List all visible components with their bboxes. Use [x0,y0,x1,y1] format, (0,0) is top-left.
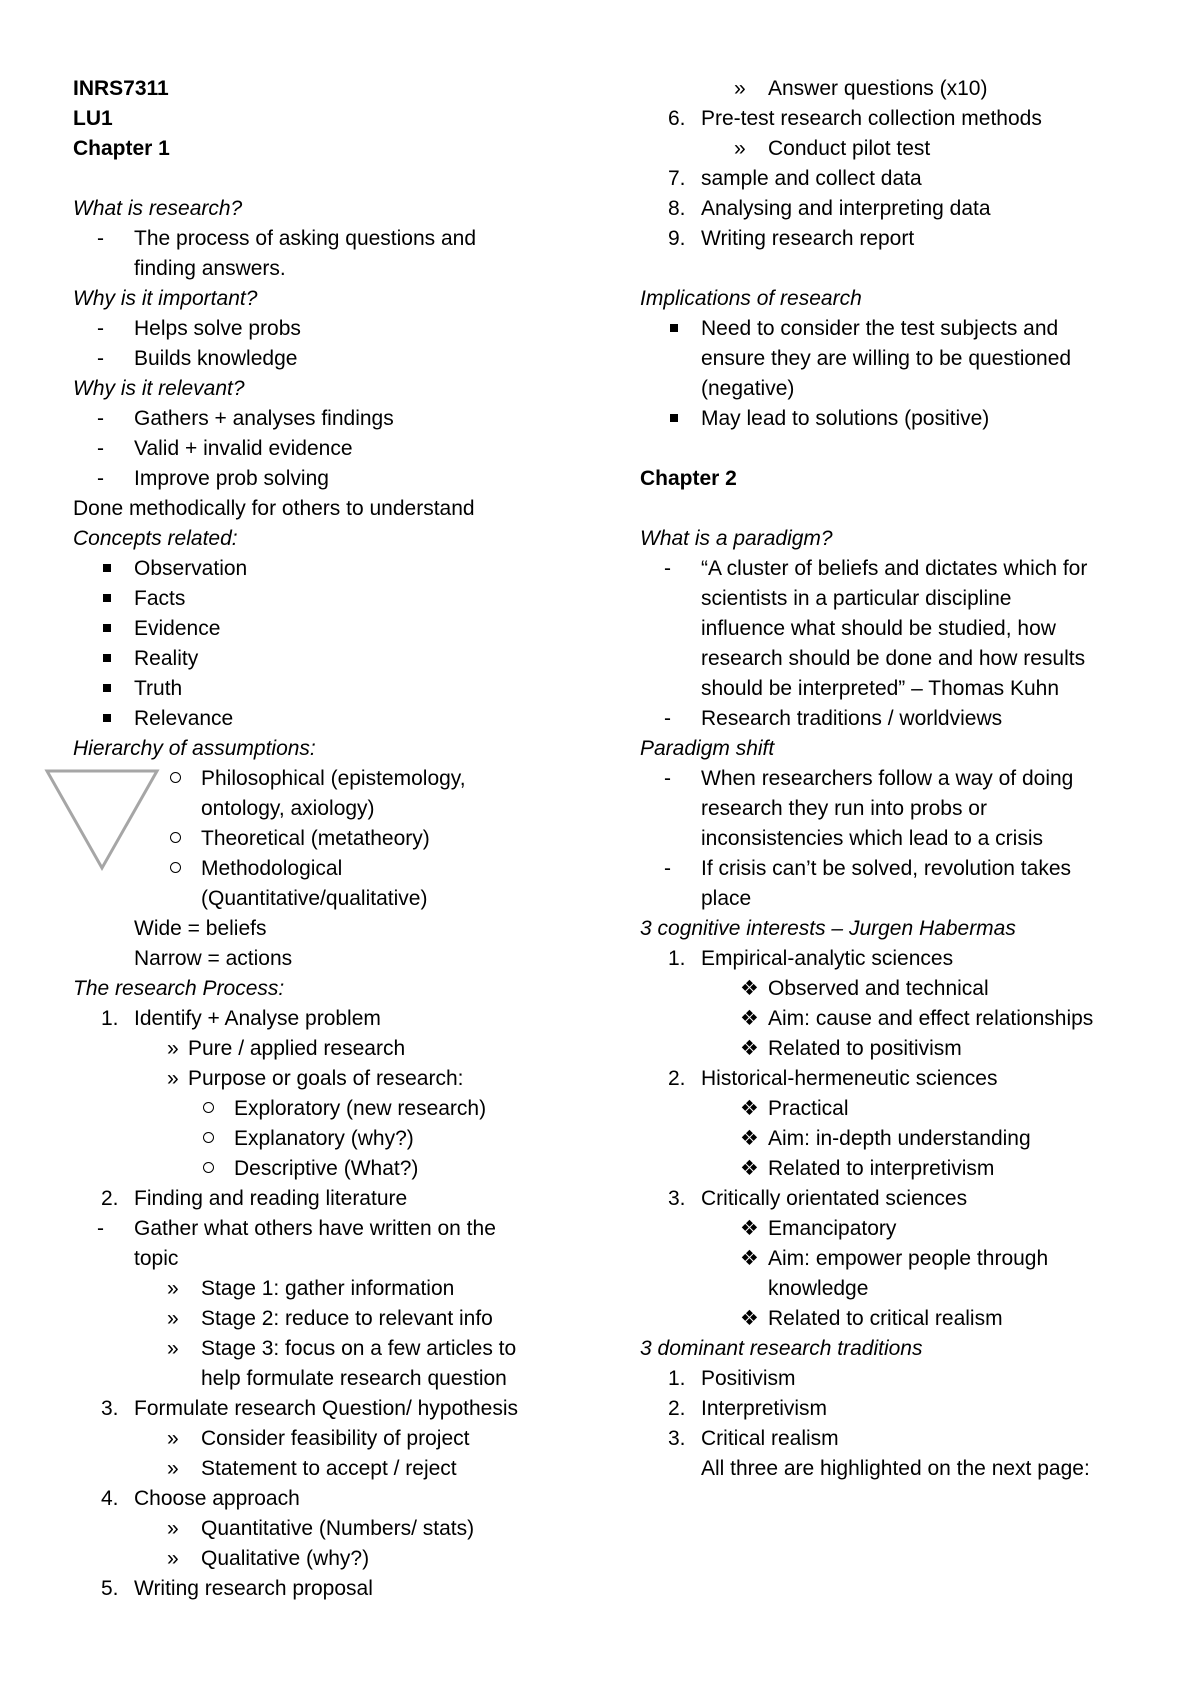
line-text: Chapter 2 [640,467,737,490]
text-line [73,1574,593,1604]
text-line [640,1304,1160,1334]
list-number: 9. [668,227,686,250]
line-text: Chapter 1 [73,137,170,160]
text-line [640,884,1160,914]
chevron-bullet-icon: » [167,1427,179,1450]
line-text: All three are highlighted on the next page: [701,1457,1090,1480]
learning-unit: LU1 [73,107,113,130]
line-text: knowledge [768,1277,869,1300]
text-line [73,884,593,914]
line-text: 3 cognitive interests – Jurgen Habermas [640,917,1016,940]
section-question [73,524,593,554]
line-text: 3 dominant research traditions [640,1337,923,1360]
dash-bullet: - [664,767,671,790]
section-question [73,734,593,764]
circle-bullet-icon [170,824,181,854]
text-line [640,374,1160,404]
line-text: Pure / applied research [188,1037,406,1060]
dash-bullet: - [664,707,671,730]
diamond-bullet-icon: ❖ [740,1247,759,1270]
section-question [640,284,1160,314]
text-line [73,704,593,734]
chevron-bullet-icon: » [167,1457,179,1480]
circle-bullet-icon [203,1094,214,1124]
line-text: Conduct pilot test [768,137,931,160]
text-line [640,1154,1160,1184]
chevron-bullet-icon: » [167,1337,179,1360]
chapter-heading [73,134,593,164]
line-text: Evidence [134,617,221,640]
line-text: Valid + invalid evidence [134,437,353,460]
text-line [640,854,1160,884]
text-line [73,1184,593,1214]
list-number: 2. [101,1187,119,1210]
text-line [73,1484,593,1514]
circle-bullet-icon [170,764,181,794]
text-line [640,824,1160,854]
line-text: What is a paradigm? [640,527,833,550]
text-line [73,1154,593,1184]
line-text: Paradigm shift [640,737,775,760]
line-text: Identify + Analyse problem [134,1007,381,1030]
line-text: If crisis can’t be solved, revolution takes [701,857,1072,880]
section-question [73,374,593,404]
line-text: Writing research report [701,227,915,250]
text-line [73,1334,593,1364]
text-line [640,1274,1160,1304]
line-text: help formulate research question [201,1367,507,1390]
text-line [640,1244,1160,1274]
text-line [640,1214,1160,1244]
dash-bullet: - [664,557,671,580]
line-text: Done methodically for others to understand [73,497,475,520]
text-line [73,1544,593,1574]
square-bullet-icon [103,704,111,734]
text-line [73,344,593,374]
text-line [640,794,1160,824]
circle-bullet-icon [170,854,181,884]
list-number: 7. [668,167,686,190]
text-line [640,1424,1160,1454]
list-number: 6. [668,107,686,130]
text-line [73,1514,593,1544]
list-number: 1. [668,947,686,970]
line-text: Wide = beliefs [134,917,267,940]
line-text: Choose approach [134,1487,300,1510]
text-line [73,614,593,644]
text-line [73,674,593,704]
text-line [640,164,1160,194]
line-text: Critical realism [701,1427,839,1450]
line-text: research should be done and how results [701,647,1086,670]
section-question [640,524,1160,554]
text-line [73,1214,593,1244]
text-line [640,554,1160,584]
text-line [640,584,1160,614]
text-line [640,764,1160,794]
text-line [73,944,593,974]
text-line [640,254,1160,284]
section-question [640,1334,1160,1364]
line-text: Emancipatory [768,1217,897,1240]
line-text: Facts [134,587,186,610]
line-text: Reality [134,647,199,670]
text-line [640,434,1160,464]
text-line [640,1394,1160,1424]
line-text: Aim: in-depth understanding [768,1127,1031,1150]
line-text: Methodological [201,857,343,880]
text-line [73,1394,593,1424]
text-line [73,1034,593,1064]
text-line [73,314,593,344]
text-line [73,494,593,524]
list-number: 8. [668,197,686,220]
text-line [640,1184,1160,1214]
text-line [73,1274,593,1304]
line-text: Explanatory (why?) [234,1127,414,1150]
line-text: Answer questions (x10) [768,77,988,100]
text-line [640,1364,1160,1394]
line-text: Philosophical (epistemology, [201,767,466,790]
line-text: Why is it important? [73,287,258,310]
dash-bullet: - [97,317,104,340]
square-bullet-icon [670,314,678,344]
line-text: Analysing and interpreting data [701,197,991,220]
text-line [640,344,1160,374]
line-text: Hierarchy of assumptions: [73,737,316,760]
line-text: Gathers + analyses findings [134,407,394,430]
text-line [640,104,1160,134]
line-text: Finding and reading literature [134,1187,408,1210]
line-text: should be interpreted” – Thomas Kuhn [701,677,1060,700]
line-text: Aim: empower people through [768,1247,1049,1270]
line-text: Writing research proposal [134,1577,373,1600]
text-line [73,584,593,614]
text-line [640,1034,1160,1064]
chevron-bullet-icon: » [167,1277,179,1300]
line-text: research they run into probs or [701,797,987,820]
text-line [73,1124,593,1154]
line-text: finding answers. [134,257,286,280]
diamond-bullet-icon: ❖ [740,1217,759,1240]
text-line [73,164,593,194]
dash-bullet: - [97,437,104,460]
line-text: Related to interpretivism [768,1157,995,1180]
text-line [640,494,1160,524]
text-line [73,1424,593,1454]
text-line [73,1364,593,1394]
text-line [640,974,1160,1004]
list-number: 2. [668,1067,686,1090]
text-line [640,404,1160,434]
line-text: Consider feasibility of project [201,1427,470,1450]
section-question [73,284,593,314]
list-number: 2. [668,1397,686,1420]
line-text: Narrow = actions [134,947,293,970]
text-line [73,1004,593,1034]
diamond-bullet-icon: ❖ [740,977,759,1000]
line-text: Qualitative (why?) [201,1547,370,1570]
text-line [73,254,593,284]
line-text: Positivism [701,1367,796,1390]
text-line [73,1304,593,1334]
line-text: Descriptive (What?) [234,1157,419,1180]
line-text: May lead to solutions (positive) [701,407,990,430]
diamond-bullet-icon: ❖ [740,1157,759,1180]
diamond-bullet-icon: ❖ [740,1307,759,1330]
line-text: Stage 1: gather information [201,1277,455,1300]
diamond-bullet-icon: ❖ [740,1127,759,1150]
text-line [73,464,593,494]
text-line [640,314,1160,344]
section-question [73,194,593,224]
dash-bullet: - [97,1217,104,1240]
line-text: place [701,887,752,910]
line-text: Critically orientated sciences [701,1187,968,1210]
line-text: Empirical-analytic sciences [701,947,954,970]
dash-bullet: - [97,227,104,250]
line-text: Why is it relevant? [73,377,245,400]
line-text: Stage 3: focus on a few articles to [201,1337,517,1360]
dash-bullet: - [97,467,104,490]
section-question [73,974,593,1004]
line-text: Purpose or goals of research: [188,1067,464,1090]
line-text: scientists in a particular discipline [701,587,1012,610]
chevron-bullet-icon: » [167,1547,179,1570]
list-number: 1. [101,1007,119,1030]
line-text: “A cluster of beliefs and dictates which for [701,557,1088,580]
chevron-bullet-icon: » [734,137,746,160]
square-bullet-icon [103,584,111,614]
line-text: Historical-hermeneutic sciences [701,1067,998,1090]
square-bullet-icon [103,614,111,644]
square-bullet-icon [670,404,678,434]
text-line [640,1124,1160,1154]
line-text: topic [134,1247,179,1270]
text-line [640,644,1160,674]
text-line [73,1094,593,1124]
line-text: Observed and technical [768,977,989,1000]
line-text: Gather what others have written on the [134,1217,496,1240]
line-text: Relevance [134,707,234,730]
list-number: 5. [101,1577,119,1600]
line-text: Theoretical (metatheory) [201,827,430,850]
right-column [640,74,1160,1484]
line-text: Research traditions / worldviews [701,707,1003,730]
text-line [73,644,593,674]
list-number: 3. [668,1187,686,1210]
line-text: Quantitative (Numbers/ stats) [201,1517,475,1540]
section-question [640,734,1160,764]
square-bullet-icon [103,674,111,704]
line-text: (Quantitative/qualitative) [201,887,428,910]
text-line [640,944,1160,974]
line-text: Observation [134,557,248,580]
text-line [640,614,1160,644]
text-line [73,434,593,464]
chevron-bullet-icon: » [167,1517,179,1540]
text-line [73,1244,593,1274]
square-bullet-icon [103,554,111,584]
text-line [73,1064,593,1094]
chevron-bullet-icon: » [167,1037,179,1060]
diamond-bullet-icon: ❖ [740,1097,759,1120]
line-text: Aim: cause and effect relationships [768,1007,1094,1030]
chevron-bullet-icon: » [734,77,746,100]
line-text: (negative) [701,377,795,400]
square-bullet-icon [103,644,111,674]
line-text: Helps solve probs [134,317,301,340]
line-text: influence what should be studied, how [701,617,1056,640]
line-text: Pre-test research collection methods [701,107,1042,130]
text-line [640,1004,1160,1034]
text-line [73,404,593,434]
list-number: 3. [668,1427,686,1450]
list-number: 3. [101,1397,119,1420]
text-line [640,1454,1160,1484]
dash-bullet: - [97,347,104,370]
diamond-bullet-icon: ❖ [740,1007,759,1030]
text-line [640,194,1160,224]
text-line [73,1454,593,1484]
line-text: Concepts related: [73,527,238,550]
dash-bullet: - [664,857,671,880]
line-text: Practical [768,1097,849,1120]
chevron-bullet-icon: » [167,1307,179,1330]
line-text: Need to consider the test subjects and [701,317,1059,340]
line-text: Stage 2: reduce to relevant info [201,1307,493,1330]
line-text: Exploratory (new research) [234,1097,487,1120]
chevron-bullet-icon: » [167,1067,179,1090]
line-text: The research Process: [73,977,285,1000]
dash-bullet: - [97,407,104,430]
line-text: Related to critical realism [768,1307,1003,1330]
line-text: sample and collect data [701,167,922,190]
text-line [640,74,1160,104]
circle-bullet-icon [203,1154,214,1184]
line-text: When researchers follow a way of doing [701,767,1074,790]
line-text: inconsistencies which lead to a crisis [701,827,1043,850]
hierarchy-triangle-icon [44,768,160,872]
text-line [640,1064,1160,1094]
circle-bullet-icon [203,1124,214,1154]
line-text: The process of asking questions and [134,227,477,250]
line-text: ensure they are willing to be questioned [701,347,1072,370]
text-line [640,224,1160,254]
line-text: Implications of research [640,287,862,310]
line-text: Improve prob solving [134,467,329,490]
text-line [640,134,1160,164]
line-text: Interpretivism [701,1397,828,1420]
list-number: 4. [101,1487,119,1510]
line-text: Builds knowledge [134,347,298,370]
text-line [640,704,1160,734]
section-question [640,914,1160,944]
text-line [73,554,593,584]
text-line [73,914,593,944]
list-number: 1. [668,1367,686,1390]
course-code: INRS7311 [73,77,169,100]
line-text: Formulate research Question/ hypothesis [134,1397,519,1420]
line-text: Truth [134,677,183,700]
text-line [73,224,593,254]
diamond-bullet-icon: ❖ [740,1037,759,1060]
line-text: What is research? [73,197,243,220]
chapter-heading [640,464,1160,494]
text-line [640,674,1160,704]
line-text: ontology, axiology) [201,797,375,820]
text-line [640,1094,1160,1124]
line-text: Related to positivism [768,1037,962,1060]
line-text: Statement to accept / reject [201,1457,457,1480]
